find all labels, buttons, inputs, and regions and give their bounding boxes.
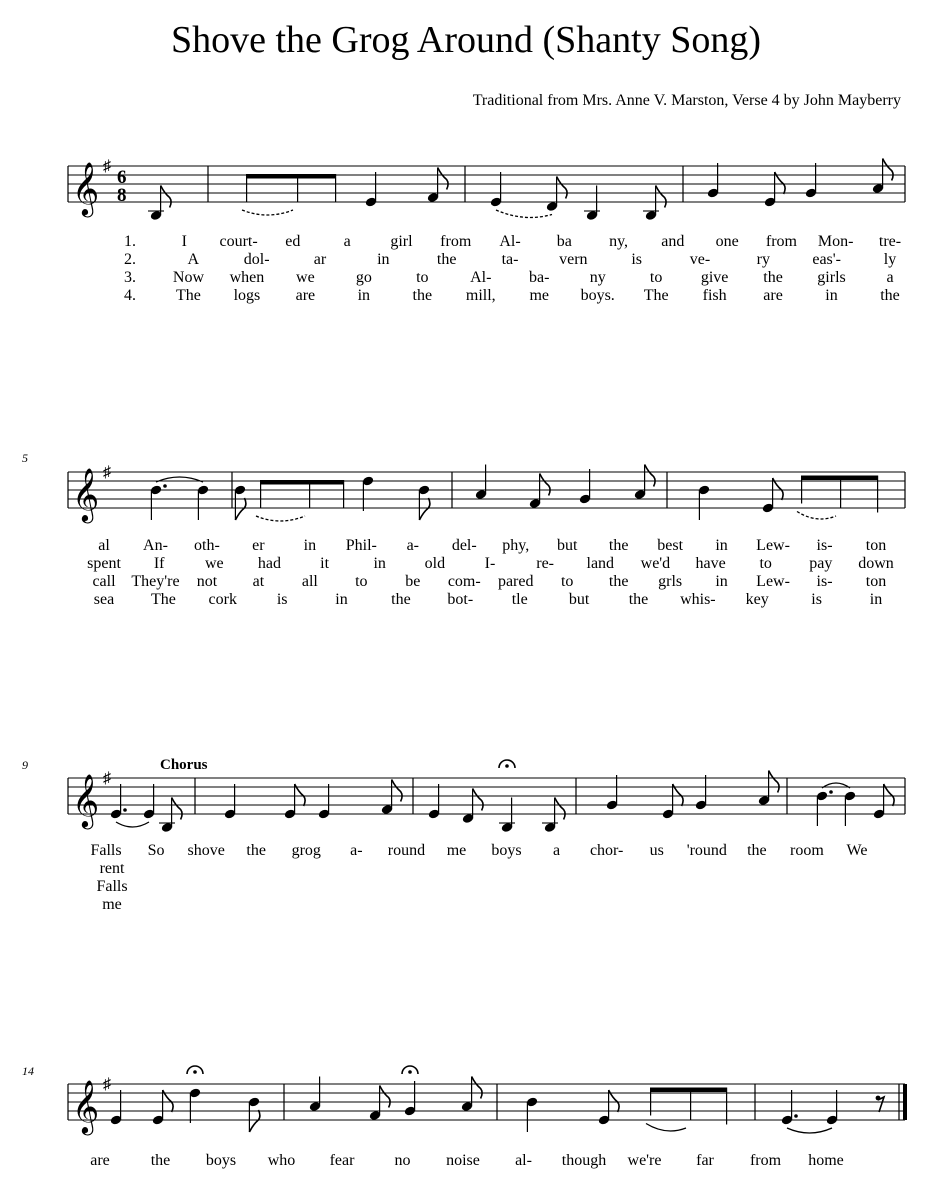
note-flag xyxy=(438,168,449,190)
note-flag xyxy=(645,465,656,487)
lyric-syllable: cork xyxy=(208,591,237,608)
key-sharp-icon: ♯ xyxy=(103,464,111,481)
lyric-syllable: ry xyxy=(756,251,770,268)
lyric-syllable: the xyxy=(608,537,629,554)
lyric-syllable: the xyxy=(150,1152,171,1169)
lyric-syllable: ba xyxy=(556,233,572,250)
tie xyxy=(646,1124,686,1132)
note-flag xyxy=(883,159,894,181)
lyric-syllable: in xyxy=(869,591,883,608)
lyric-syllable: boys xyxy=(205,1152,237,1169)
lyric-syllable: is xyxy=(811,591,822,608)
lyric-syllable: best xyxy=(657,537,684,554)
lyric-syllable: from xyxy=(749,1152,782,1169)
lyric-syllable: Now xyxy=(172,269,205,286)
chorus-label: Chorus xyxy=(160,757,208,773)
lyric-syllable: A xyxy=(187,251,200,268)
lyric-syllable: in xyxy=(825,287,838,304)
lyric-syllable: pay xyxy=(809,555,833,572)
lyric-syllable: are xyxy=(90,1152,110,1169)
lyric-syllable: 2. xyxy=(124,251,136,268)
note-flag xyxy=(392,780,403,802)
lyric-syllable: me xyxy=(102,896,122,913)
lyric-syllable: Mon- xyxy=(817,233,854,250)
lyric-syllable: court- xyxy=(219,233,258,250)
lyric-syllable: in xyxy=(373,555,386,572)
lyric-syllable: tle xyxy=(511,591,528,608)
lyric-syllable: we'd xyxy=(640,555,671,572)
lyric-syllable: fear xyxy=(329,1152,355,1169)
lyric-syllable: in xyxy=(377,251,390,268)
lyric-syllable: call xyxy=(92,573,116,590)
lyric-syllable: al xyxy=(98,537,110,554)
lyric-syllable: key xyxy=(745,591,769,608)
lyric-syllable: shove xyxy=(187,842,225,859)
lyric-syllable: to xyxy=(759,555,772,572)
lyric-syllable: al- xyxy=(515,1152,532,1169)
note-flag xyxy=(235,498,246,520)
lyric-syllable: the xyxy=(412,287,433,304)
lyric-syllable: com- xyxy=(447,573,481,590)
lyric-syllable: but xyxy=(556,537,578,554)
lyric-syllable: logs xyxy=(233,287,261,304)
lyric-syllable: 4. xyxy=(124,287,136,304)
lyric-syllable: from xyxy=(440,233,472,250)
lyric-syllable: home xyxy=(808,1152,844,1169)
lyric-syllable: in xyxy=(303,537,317,554)
dashed-slur xyxy=(496,210,552,218)
lyric-syllable: dol- xyxy=(243,251,270,268)
note-flag xyxy=(472,1077,483,1099)
note-flag xyxy=(172,798,183,820)
lyric-syllable: chor- xyxy=(589,842,624,859)
lyric-syllable: room xyxy=(790,842,824,859)
lyric-syllable: ed xyxy=(285,233,301,250)
fermata-dot xyxy=(193,1070,197,1074)
lyric-syllable: eas'- xyxy=(812,251,841,268)
note-dot xyxy=(794,1114,798,1118)
lyric-syllable: at xyxy=(252,573,265,590)
lyric-syllable: all xyxy=(301,573,318,590)
lyric-syllable: in xyxy=(335,591,348,608)
lyric-syllable: have xyxy=(695,555,726,572)
lyric-syllable: to xyxy=(560,573,574,590)
lyric-syllable: whis- xyxy=(680,591,716,608)
lyric-syllable: Al- xyxy=(499,233,521,250)
lyric-syllable: to xyxy=(355,573,368,590)
key-sharp-icon: ♯ xyxy=(103,158,111,175)
lyric-syllable: a- xyxy=(350,842,363,859)
lyric-syllable: girl xyxy=(390,233,413,250)
lyric-syllable: us xyxy=(649,842,664,859)
lyric-syllable: a xyxy=(553,842,561,859)
lyric-syllable: a xyxy=(886,269,894,286)
lyric-syllable: who xyxy=(267,1152,296,1169)
lyric-syllable: the xyxy=(246,842,266,859)
lyric-syllable: is xyxy=(631,251,643,268)
note-dot xyxy=(123,808,127,812)
lyric-syllable: is- xyxy=(816,537,833,554)
note-dot xyxy=(829,790,833,794)
lyric-syllable: del- xyxy=(451,537,477,554)
lyric-syllable: down xyxy=(858,555,894,572)
dashed-slur xyxy=(256,516,305,521)
lyric-syllable: we're xyxy=(627,1152,662,1169)
lyric-syllable: be xyxy=(405,573,421,590)
fermata-dot xyxy=(505,764,509,768)
lyric-syllable: We xyxy=(846,842,868,859)
lyric-syllable: ton xyxy=(865,537,887,554)
lyric-syllable: 3. xyxy=(124,269,136,286)
tie xyxy=(116,822,149,827)
lyric-syllable: noise xyxy=(446,1152,480,1169)
note-flag xyxy=(656,186,667,208)
lyric-syllable: Lew- xyxy=(756,537,790,554)
lyric-syllable: sea xyxy=(93,591,115,608)
note-flag xyxy=(557,177,568,199)
lyric-syllable: If xyxy=(153,555,165,572)
lyric-syllable: er xyxy=(252,537,265,554)
lyric-syllable: grls xyxy=(658,573,683,590)
lyric-syllable: Al- xyxy=(470,269,492,286)
composer-credit: Traditional from Mrs. Anne V. Marston, Verse 4 by John Mayberry xyxy=(472,92,901,109)
note-flag xyxy=(161,186,172,208)
lyric-syllable: I xyxy=(181,233,187,250)
lyric-syllable: 'round xyxy=(686,842,727,859)
lyric-syllable: oth- xyxy=(194,537,220,554)
lyric-syllable: I- xyxy=(484,555,496,572)
lyric-syllable: vern xyxy=(559,251,588,268)
lyric-syllable: boys xyxy=(491,842,522,859)
lyric-syllable: grog xyxy=(291,842,321,859)
lyric-syllable: ny, xyxy=(609,233,629,250)
note-dot xyxy=(163,484,167,488)
lyric-syllable: round xyxy=(387,842,426,859)
lyric-syllable: in xyxy=(715,573,728,590)
note-flag xyxy=(769,771,780,793)
lyric-syllable: far xyxy=(696,1152,714,1169)
lyric-syllable: ly xyxy=(883,251,897,268)
lyric-syllable: land xyxy=(586,555,615,572)
lyric-syllable: An- xyxy=(143,537,168,554)
time-signature-bottom: 8 xyxy=(117,185,127,206)
lyric-syllable: one xyxy=(715,233,739,250)
lyric-syllable: the xyxy=(747,842,767,859)
lyric-syllable: ar xyxy=(313,251,327,268)
lyric-syllable: it xyxy=(320,555,330,572)
lyric-syllable: old xyxy=(424,555,446,572)
lyric-syllable: the xyxy=(436,251,457,268)
time-signature-top: 6 xyxy=(117,167,127,188)
note-flag xyxy=(249,1110,260,1132)
lyric-syllable: 1. xyxy=(124,233,136,250)
note-flag xyxy=(419,498,430,520)
tie xyxy=(787,1128,832,1133)
lyric-syllable: the xyxy=(763,269,783,286)
measure-number: 14 xyxy=(22,1064,34,1078)
lyric-syllable: not xyxy=(196,573,218,590)
lyric-syllable: Phil- xyxy=(345,537,377,554)
lyric-syllable: are xyxy=(295,287,316,304)
lyric-syllable: is xyxy=(276,591,288,608)
lyric-syllable: ve- xyxy=(689,251,711,268)
lyric-syllable: The xyxy=(150,591,176,608)
lyric-syllable: the xyxy=(608,573,629,590)
note-beam xyxy=(261,480,344,485)
song-title: Shove the Grog Around (Shanty Song) xyxy=(170,19,762,61)
note-flag xyxy=(473,789,484,811)
note-flag xyxy=(555,798,566,820)
lyric-syllable: tre- xyxy=(878,233,902,250)
lyric-syllable: fish xyxy=(702,287,727,304)
lyric-syllable: we xyxy=(204,555,224,572)
lyric-syllable: boys. xyxy=(580,287,615,304)
note-flag xyxy=(380,1086,391,1108)
lyric-syllable: girls xyxy=(817,269,846,286)
treble-clef-icon: 𝄞 xyxy=(72,1081,100,1132)
lyric-syllable: are xyxy=(763,287,783,304)
treble-clef-icon: 𝄞 xyxy=(72,163,100,214)
lyric-syllable: Falls xyxy=(96,878,128,895)
key-sharp-icon: ♯ xyxy=(103,770,111,787)
lyric-syllable: the xyxy=(628,591,649,608)
lyric-syllable: the xyxy=(391,591,411,608)
lyric-syllable: a xyxy=(343,233,351,250)
dashed-slur xyxy=(242,210,293,215)
lyric-syllable: They're xyxy=(131,573,180,590)
lyric-syllable: me xyxy=(446,842,467,859)
lyric-syllable: a- xyxy=(406,537,420,554)
note-flag xyxy=(540,474,551,496)
eighth-rest-icon xyxy=(878,1097,884,1112)
lyric-syllable: me xyxy=(529,287,550,304)
lyric-syllable: no xyxy=(394,1152,411,1169)
lyric-syllable: So xyxy=(147,842,165,859)
lyric-syllable: Falls xyxy=(90,842,122,859)
lyric-syllable: to xyxy=(416,269,429,286)
lyric-syllable: give xyxy=(700,269,729,286)
lyric-syllable: phy, xyxy=(502,537,530,554)
treble-clef-icon: 𝄞 xyxy=(72,775,100,826)
lyric-syllable: The xyxy=(176,287,201,304)
lyric-syllable: Lew- xyxy=(756,573,790,590)
note-beam xyxy=(802,476,878,481)
note-beam xyxy=(651,1088,727,1093)
note-beam xyxy=(247,174,336,179)
lyric-syllable: in xyxy=(357,287,371,304)
lyric-syllable: had xyxy=(257,555,281,572)
lyric-syllable: rent xyxy=(99,860,125,877)
treble-clef-icon: 𝄞 xyxy=(72,469,100,520)
lyric-syllable: mill, xyxy=(465,287,496,304)
measure-number: 5 xyxy=(22,451,28,465)
key-sharp-icon: ♯ xyxy=(103,1076,111,1093)
lyric-syllable: The xyxy=(643,287,669,304)
lyric-syllable: ny xyxy=(589,269,606,286)
lyric-syllable: ton xyxy=(865,573,887,590)
lyric-syllable: and xyxy=(661,233,685,250)
lyric-syllable: when xyxy=(229,269,265,286)
lyric-syllable: ta- xyxy=(501,251,519,268)
lyric-syllable: re- xyxy=(536,555,555,572)
measure-number: 9 xyxy=(22,758,28,772)
lyric-syllable: ba- xyxy=(529,269,550,286)
lyric-syllable: the xyxy=(880,287,900,304)
lyric-syllable: from xyxy=(765,233,797,250)
lyric-syllable: pared xyxy=(497,573,534,590)
lyric-syllable: but xyxy=(568,591,590,608)
lyric-syllable: is- xyxy=(816,573,833,590)
lyric-syllable: in xyxy=(715,537,728,554)
fermata-dot xyxy=(408,1070,412,1074)
lyric-syllable: to xyxy=(649,269,663,286)
lyric-syllable: though xyxy=(561,1152,607,1169)
lyric-syllable: go xyxy=(355,269,372,286)
lyric-syllable: bot- xyxy=(447,591,474,608)
lyric-syllable: spent xyxy=(87,555,121,572)
lyric-syllable: we xyxy=(296,269,315,286)
dashed-slur xyxy=(797,512,836,520)
